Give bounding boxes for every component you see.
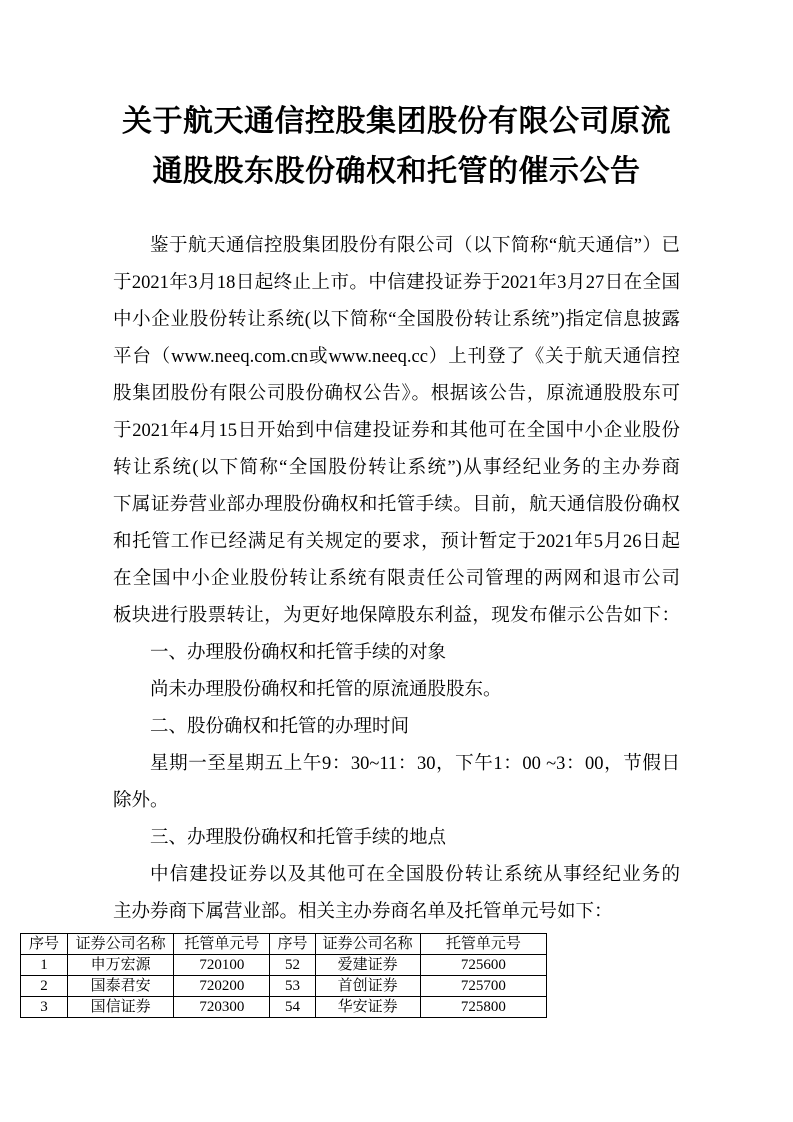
table-cell: 725800 bbox=[420, 997, 546, 1018]
body-line: 尚未办理股份确权和托管的原流通股股东。 bbox=[150, 680, 502, 700]
body-line: 中信建投证券以及其他可在全国股份转让系统从事经纪业务的 bbox=[150, 865, 680, 885]
body-line: 于2021年3月18日起终止上市。中信建投证券于2021年3月27日在全国 bbox=[113, 273, 680, 293]
table-cell: 720200 bbox=[174, 976, 270, 997]
document-title bbox=[113, 0, 680, 197]
title-line-2: 通股股东股份确权和托管的催示公告 bbox=[152, 155, 641, 188]
section-2-heading: 二、股份确权和托管的办理时间 bbox=[150, 717, 410, 737]
body-line: 在全国中小企业股份转让系统有限责任公司管理的两网和退市公司 bbox=[113, 569, 680, 589]
body-line: 股集团股份有限公司股份确权公告》。根据该公告，原流通股股东可 bbox=[113, 384, 680, 404]
table-cell: 725700 bbox=[420, 976, 546, 997]
broker-custody-table bbox=[20, 933, 547, 1018]
title-line-1: 关于航天通信控股集团股份有限公司原流 bbox=[122, 105, 671, 138]
body-line: 下属证券营业部办理股份确权和托管手续。目前，航天通信股份确权 bbox=[113, 495, 680, 515]
body-line: 和托管工作已经满足有关规定的要求，预计暂定于2021年5月26日起 bbox=[113, 532, 680, 552]
table-header-cell: 证券公司名称 bbox=[315, 934, 420, 955]
table-row bbox=[21, 997, 547, 1018]
table-header-cell: 证券公司名称 bbox=[68, 934, 174, 955]
table-header-cell: 序号 bbox=[21, 934, 68, 955]
table-cell: 52 bbox=[270, 955, 315, 976]
table-cell: 1 bbox=[21, 955, 68, 976]
table-cell: 720100 bbox=[174, 955, 270, 976]
table-cell: 725600 bbox=[420, 955, 546, 976]
body-line: 主办券商下属营业部。相关主办券商名单及托管单元号如下： bbox=[113, 902, 613, 922]
table-row bbox=[21, 955, 547, 976]
document-body bbox=[113, 228, 680, 931]
table-cell: 54 bbox=[270, 997, 315, 1018]
table-cell: 国信证券 bbox=[68, 997, 174, 1018]
table-cell: 华安证券 bbox=[315, 997, 420, 1018]
table-header-row bbox=[21, 934, 547, 955]
body-line: 板块进行股票转让，为更好地保障股东利益，现发布催示公告如下： bbox=[113, 606, 680, 626]
body-line: 星期一至星期五上午9：30~11：30，下午1：00 ~3：00，节假日 bbox=[150, 754, 680, 774]
table-cell: 3 bbox=[21, 997, 68, 1018]
table-cell: 申万宏源 bbox=[68, 955, 174, 976]
table-cell: 首创证券 bbox=[315, 976, 420, 997]
table-header-cell: 托管单元号 bbox=[174, 934, 270, 955]
body-line: 除外。 bbox=[113, 791, 169, 811]
section-1-heading: 一、办理股份确权和托管手续的对象 bbox=[150, 643, 447, 663]
body-line: 于2021年4月15日开始到中信建投证券和其他可在全国中小企业股份 bbox=[113, 421, 680, 441]
table-cell: 国泰君安 bbox=[68, 976, 174, 997]
table-cell: 爱建证券 bbox=[315, 955, 420, 976]
table-cell: 720300 bbox=[174, 997, 270, 1018]
table-row bbox=[21, 976, 547, 997]
body-line: 中小企业股份转让系统(以下简称“全国股份转让系统”)指定信息披露 bbox=[113, 310, 680, 330]
body-line: 平台（www.neeq.com.cn或www.neeq.cc）上刊登了《关于航天通信控 bbox=[113, 347, 680, 367]
section-3-heading: 三、办理股份确权和托管手续的地点 bbox=[150, 828, 447, 848]
body-line: 鉴于航天通信控股集团股份有限公司（以下简称“航天通信”）已 bbox=[150, 236, 680, 256]
body-line: 转让系统(以下简称“全国股份转让系统”)从事经纪业务的主办券商 bbox=[113, 458, 680, 478]
table-cell: 2 bbox=[21, 976, 68, 997]
table-cell: 53 bbox=[270, 976, 315, 997]
table-header-cell: 托管单元号 bbox=[420, 934, 546, 955]
table-header-cell: 序号 bbox=[270, 934, 315, 955]
